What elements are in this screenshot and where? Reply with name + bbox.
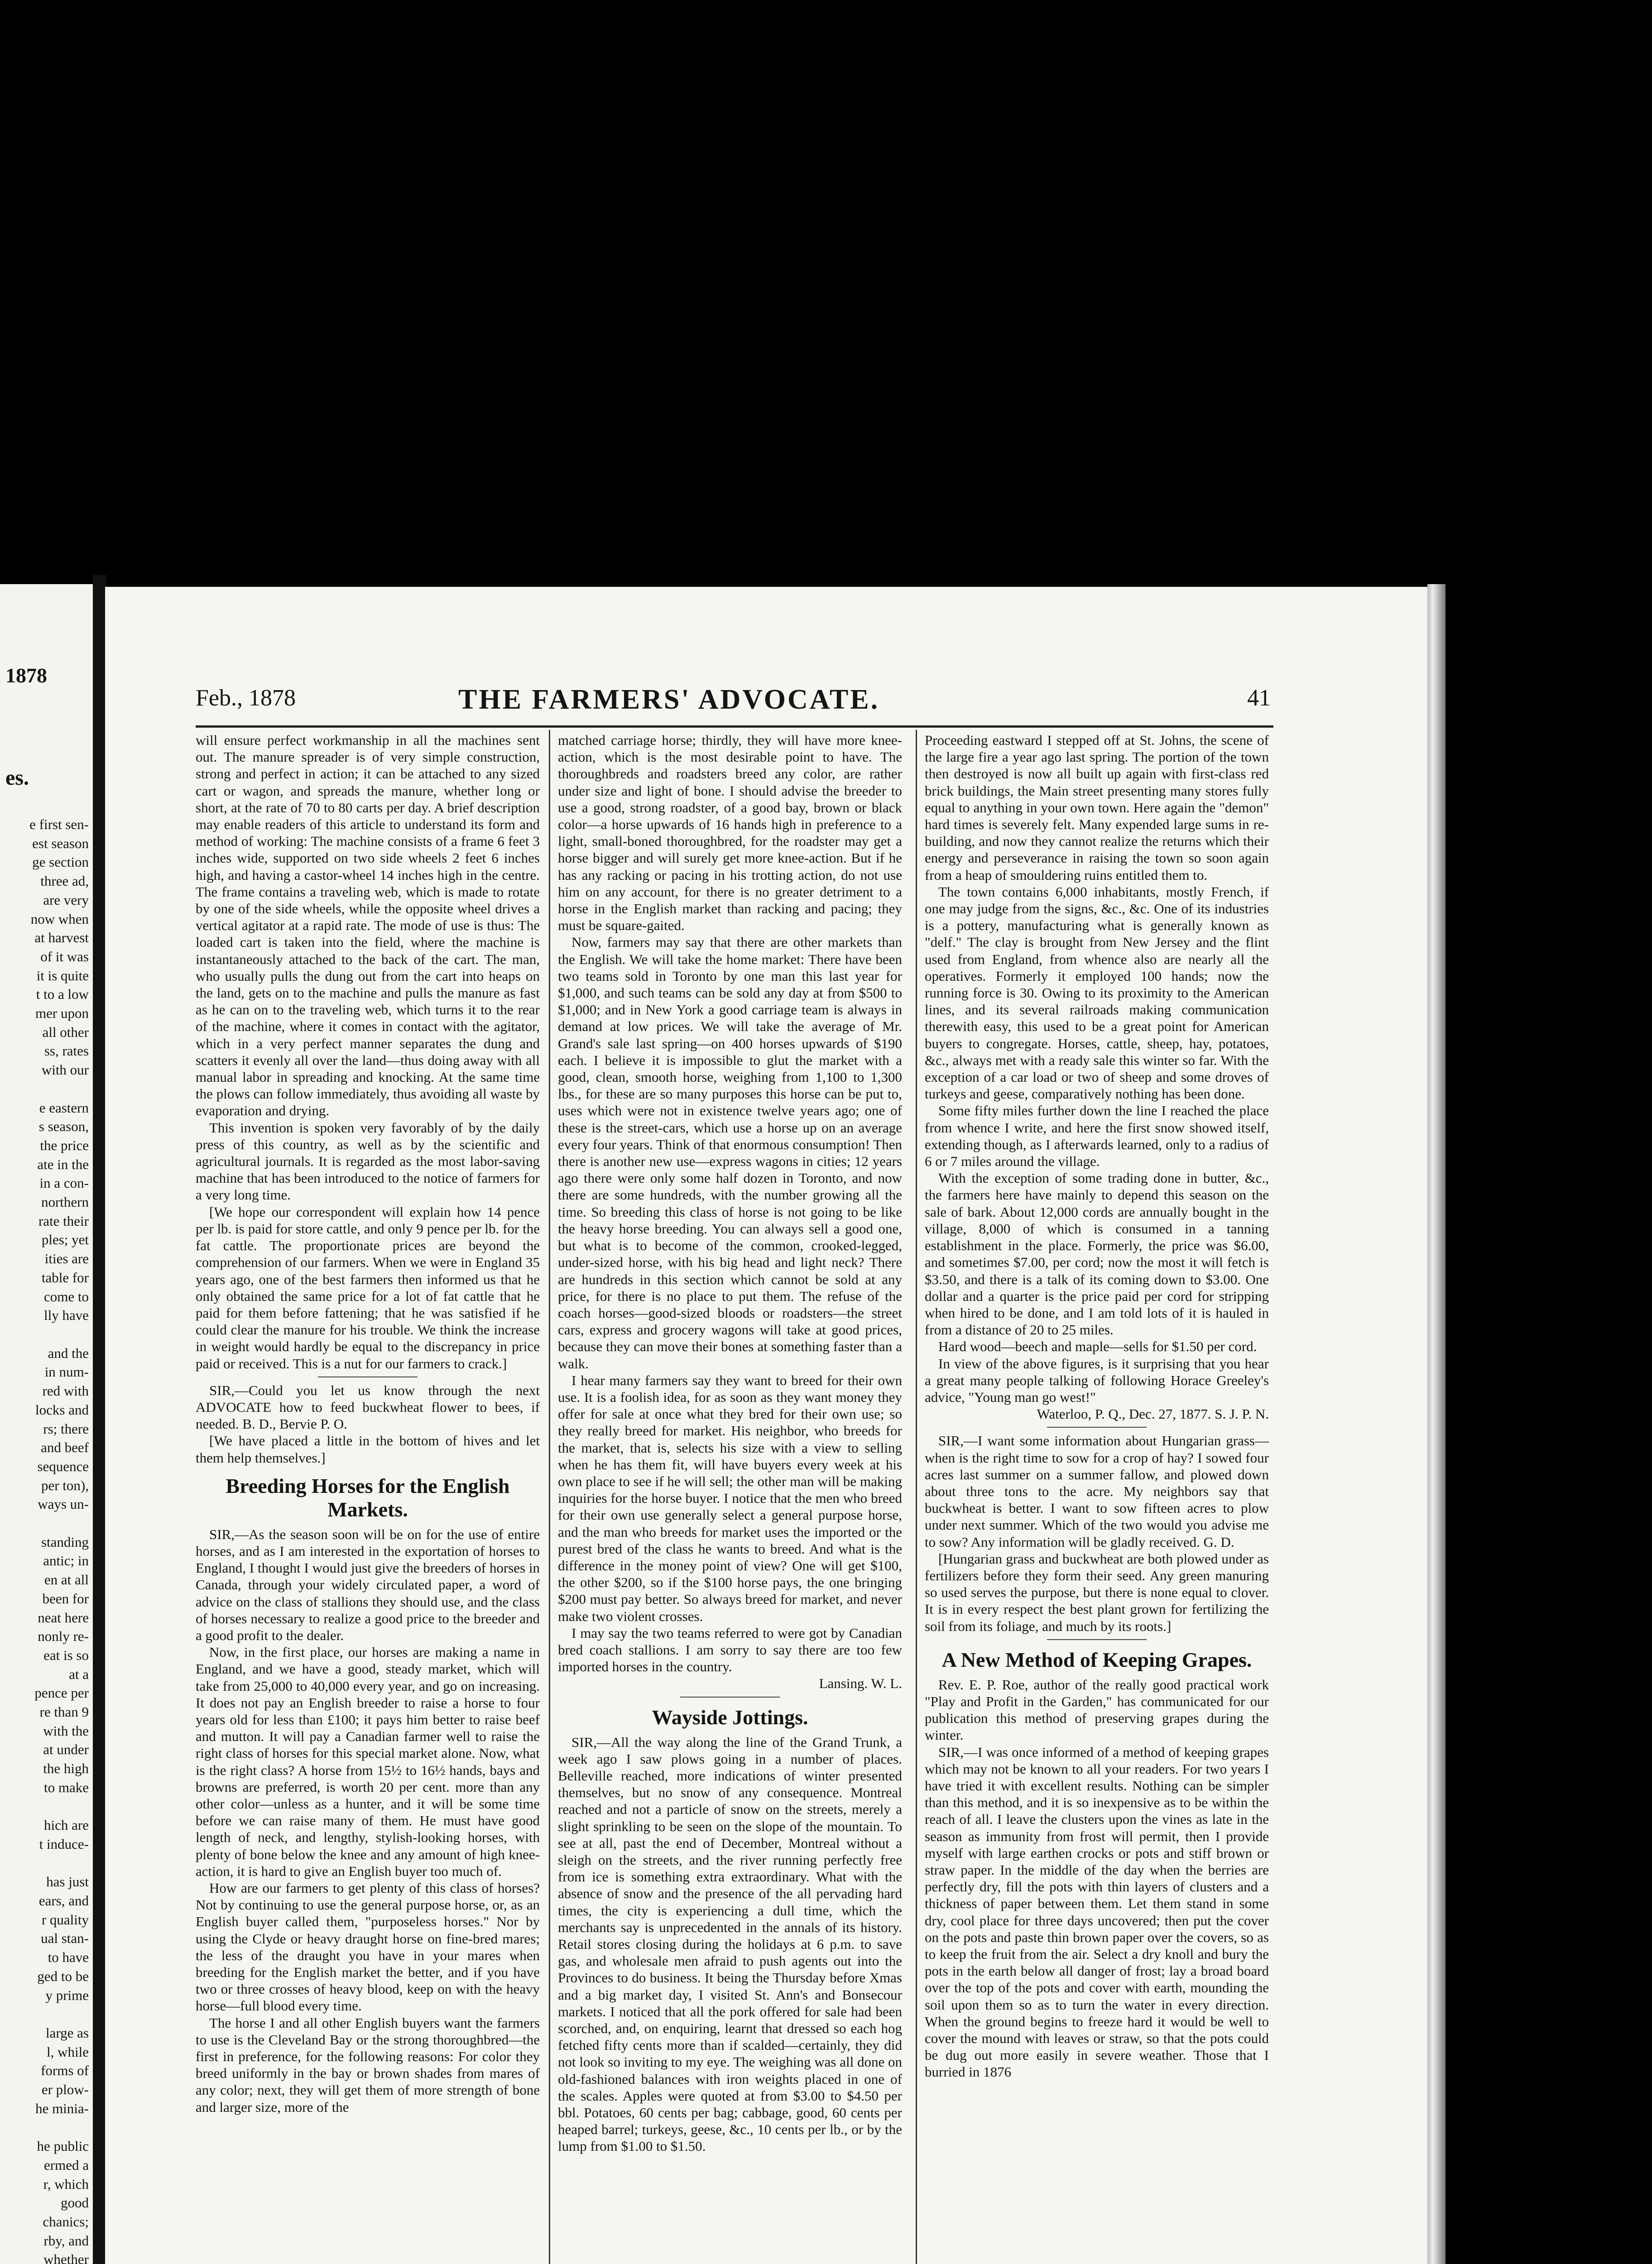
page-number: 41: [1247, 685, 1271, 711]
left-page-line: ss, rates: [44, 1043, 89, 1059]
left-page-line: antic; in: [43, 1553, 89, 1569]
paragraph: matched carriage horse; thirdly, they will have more knee-action, which is the most desirable point to have. The thoroughbreds and roadsters breed any color, are rather under size and light of bone. I should advise the breeder to use a good, strong roadster, of a good bay, brown or black color—a horse upwards of 16 hands high in preference to a light, small-boned thoroughbred, for the roadster may get a horse bigger and will surely get more knee-action. But if he has any racking or pacing in his trotting action, do not use him on any account, for there is no greater detriment to a horse in the English market than racking and pacing; they must be square-gaited.: [558, 732, 902, 934]
left-page-line: to have: [48, 1949, 89, 1966]
left-page-fragment: [0, 584, 91, 2264]
paragraph: Proceeding eastward I stepped off at St. Johns, the scene of the large fire a year ago last spring. The portion of the town then destroyed is now all built up again with first-class red brick buildings, the Main street presenting many stores fully equal to anything in your own town. Here again the "demon" hard times is severely felt. Many expended large sums in re-building, and now they cannot realize the returns which their energy and perseverance in raising the town so soon again from a heap of smouldering ruins entitled them to.: [925, 732, 1269, 883]
paragraph: will ensure perfect workmanship in all the machines sent out. The manure spreader is of very simple construction, strong and perfect in action; it can be attached to any sized cart or wagon, and spreads the manure, whether long or short, at the rate of 70 to 80 carts per day. A brief description may enable readers of this article to understand its form and method of working: The machine consists of a frame 6 feet 3 inches wide, supported on two side wheels 2 feet 6 inches high, and having a castor-wheel 14 inches high in the centre. The frame contains a traveling web, which is made to rotate by one of the side wheels, while the opposite wheel drives a vertical agitator at a rapid rate. The mode of use is thus: The loaded cart is taken into the field, where the machine is instantaneously attached to the back of the cart. The man, who usually pulls the dung out from the cart into heaps on the land, gets on to the machine and pulls the manure as fast as he can on to the traveling web, which turns it to the rear of the machine, where it comes in contact with the agitator, which in a very perfect manner separates the dung and scatters it evenly all over the land—thus doing away with all manual labor in spreading and knocking. At the same time the plows can follow immediately, thus avoiding all waste by evaporation and drying.: [196, 732, 540, 1119]
left-page-line: [0, 1797, 89, 1816]
article-headline: Breeding Horses for the English Markets.: [226, 1474, 510, 1521]
left-page-line: he minia-: [35, 2100, 89, 2116]
left-page-line: [0, 2118, 89, 2137]
left-page-line: y prime: [45, 1987, 89, 2003]
left-page-line: t induce-: [39, 1836, 89, 1852]
left-page-line: red with: [42, 1383, 89, 1399]
left-page-line: en at all: [44, 1572, 89, 1588]
left-page-line: large as: [46, 2025, 89, 2041]
paragraph: With the exception of some trading done in butter, &c., the farmers here have mainly to depend this season on the sale of bark. About 12,000 cords are annually bought in the village, 8,000 of which is consumed in a tanning establishment in the place. Formerly, the price was $6.00, and sometimes $7.00, per cord; now the most it will fetch is $3.50, and there is a talk of its coming down to $3.00. One dollar and a quarter is the price paid per cord for stripping when hired to be done, and I am told lots of it is hauled in from a distance of 20 to 25 miles.: [925, 1170, 1269, 1338]
editor-note: [Hungarian grass and buckwheat are both plowed under as fertilizers before they form their seed. Any green manuring so used serves the purpose, but there is none equal to clover. It is in every respect the best plant grown for fertilizing the soil from its foliage, and much by its roots.]: [925, 1550, 1269, 1634]
paragraph: SIR,—As the season soon will be on for the use of entire horses, and as I am interested in the exportation of horses to England, I thought I would just give the breeders of horses in Canada, through your widely circulated paper, a word of advice on the class of stallions they should use, and the class of horses necessary to realize a good price to the breeder and a good profit to the dealer.: [196, 1526, 540, 1643]
left-page-line: whether: [43, 2251, 89, 2264]
paragraph: Hard wood—beech and maple—sells for $1.50 per cord.: [938, 1338, 1257, 1355]
left-page-line: has just: [46, 1874, 89, 1890]
signature: Lansing. W. L.: [819, 1675, 902, 1692]
left-page-line: and beef: [41, 1439, 89, 1456]
masthead-title: THE FARMERS' ADVOCATE.: [458, 684, 880, 715]
header-rule: [196, 725, 1273, 728]
paragraph: I hear many farmers say they want to breed for their own use. It is a foolish idea, for as soon as they want money they offer for sale at once what they bred for their own use; so they really breed for market. His neighbor, who breeds for the market, that is, selects his size with a view to selling when he has them fit, will have buyers every week at his own place to see if he will sell; the other man will be making inquiries for the horse buyer. I notice that the men who breed for their own use generally select a general purpose horse, and the man who breeds for market uses the imported or the purest bred of the class he wants to breed. And what is the difference in the money point of view? One will get $100, the other $200, so if the $100 horse pays, the one bringing $200 must pay better. So always breed for market, and never make two violent crosses.: [558, 1372, 902, 1624]
left-page-year: 1878: [5, 664, 47, 687]
paragraph: Now, farmers may say that there are other markets than the English. We will take the home market: There have been two teams sold in Toronto by one man this last year for $1,000, and such teams can be sold any day at from $500 to $1,000; and in New York a good carriage team is always in demand at low prices. We will take the average of Mr. Grand's sale last spring—on 400 horses upwards of $190 each. I believe it is impossible to glut the market with a good, clean, smooth horse, weighing from 1,100 to 1,300 lbs., for these are so many purposes this horse can be put to, uses which were not in existence twelve years ago; one of these is the street-cars, which use a horse up on an average every four years. Think of that enormous consumption! Then there is another new use—express wagons in cities; 12 years ago there were only some half dozen in Toronto, and now there are some hundreds, with the number growing all the time. So breeding this class of horse is not going to be like the heavy horse breeding. You can always sell a good one, but what is to become of the common, crooked-legged, under-sized horse, with his big head and light neck? There are hundreds in this section which cannot be sold at any price, for there is no place to put them. The refuse of the coach horses—good-sized bloods or roadsters—the street cars, express and grocery wagons will take at good prices, because they can move their bones at something faster than a walk.: [558, 934, 902, 1372]
paragraph: SIR,—I was once informed of a method of keeping grapes which may not be known to all your readers. For two years I have tried it with excellent results. Nothing can be simpler than this method, and it is so inexpensive as to be within the reach of all. I leave the clusters upon the vines as late in the season as immunity from frost will permit, then I provide myself with large earthen crocks or pots and stiff brown or straw paper. In the middle of the day when the berries are perfectly dry, fill the pots with thin layers of clusters and a thickness of paper between them. Let them stand in some dry, cool place for three days uncovered; then put the cover on the pots and paste thin brown paper over the covers, so as to keep the fruit from the air. Select a dry knoll and bury the pots in the earth below all danger of frost; lay a broad board over the top of the pots and cover with earth, mounding the soil upon them so as to turn the water in every direction. When the ground begins to freeze hard it would be well to cover the mound with leaves or straw, so that the pots could be dug out more easily in severe weather. Those that I burried in 1876: [925, 1744, 1269, 2080]
paragraph: SIR,—All the way along the line of the Grand Trunk, a week ago I saw plows going in a number of places. Belleville reached, more indications of winter presented themselves, but no snow of any consequence. Montreal reached and not a particle of snow on the streets, merely a slight sprinkling to be seen on the slope of the mountain. To see at all, past the end of December, Montreal without a sleigh on the streets, and the river running perfectly free from ice is something extra extraordinary. What with the absence of snow and the presence of the all pervading hard times, the city is experiencing a dull time, which the merchants say is unprecedented in the annals of its history. Retail stores closing during the holidays at 6 p.m. to save gas, and wholesale men afraid to push agents out into the Provinces to do business. It being the Thursday before Xmas and a big market day, I visited St. Ann's and Bonsecour markets. I noticed that all the pork offered for sale had been scorched, and, on enquiring, learnt that dressed so each hog fetched fifty cents more than if scalded—certainly, they did not look so inviting to my eye. The weighing was all done on old-fashioned balances with iron weights placed in one of the scales. Apples were quoted at from $3.00 to $4.50 per bbl. Potatoes, 60 cents per bag; cabbage, good, 60 cents per heaped barrel; turkeys, geese, &c., 10 cents per lb., or by the lump from $1.00 to $1.50.: [558, 1734, 902, 2154]
left-page-line: in num-: [44, 1364, 89, 1380]
left-page-line: three ad,: [40, 873, 89, 889]
left-page-heading-fragment: es.: [5, 766, 29, 790]
newspaper-page: [105, 587, 1427, 2264]
article-headline: A New Method of Keeping Grapes.: [941, 1648, 1252, 1671]
left-page-line: come to: [44, 1288, 89, 1305]
left-page-line: re than 9: [39, 1704, 89, 1720]
letter: SIR,—Could you let us know through the next ADVOCATE how to feed buckwheat flower to bees, if needed. B. D., Bervie P. O.: [196, 1382, 540, 1432]
issue-date: Feb., 1878: [196, 685, 296, 711]
paragraph: This invention is spoken very favorably of by the daily press of this country, as well as by the scientific and agricultural journals. It is regarded as the most labor-saving machine that has been introduced to the notice of farmers for a very long time.: [196, 1119, 540, 1203]
left-page-line: er plow-: [41, 2082, 89, 2098]
left-page-line: eat is so: [43, 1647, 89, 1663]
left-page-text-fragments: [0, 815, 89, 2264]
left-page-line: s season,: [38, 1118, 89, 1135]
left-page-line: neat here: [38, 1609, 89, 1626]
left-page-line: nonly re-: [38, 1628, 89, 1645]
left-page-line: pence per: [34, 1685, 89, 1701]
left-page-line: with the: [43, 1722, 89, 1739]
left-page-line: [0, 1079, 89, 1098]
left-page-line: hich are: [44, 1817, 89, 1833]
left-page-line: lly have: [44, 1307, 89, 1324]
article-headline: Wayside Jottings.: [652, 1705, 808, 1729]
left-page-line: been for: [42, 1590, 89, 1607]
left-page-line: e eastern: [39, 1099, 89, 1116]
left-page-line: at under: [43, 1741, 89, 1758]
left-page-line: in a con-: [39, 1175, 89, 1191]
separator: [1047, 1639, 1147, 1640]
paragraph: In view of the above figures, is it surprising that you hear a great many people talking of following Horace Greeley's advice, "Young man go west!": [925, 1355, 1269, 1405]
left-page-line: of it was: [40, 948, 89, 964]
left-page-line: rate their: [38, 1213, 89, 1229]
separator: [1047, 1427, 1147, 1428]
paragraph: Some fifty miles further down the line I reached the place from whence I write, and here the first snow showed itself, extending though, as I afterwards learned, only to a radius of 6 or 7 miles around the village.: [925, 1103, 1269, 1170]
left-page-line: sequence: [37, 1458, 89, 1474]
left-page-line: northern: [41, 1194, 89, 1210]
left-page-line: and the: [48, 1345, 89, 1361]
separator: [680, 1697, 780, 1698]
left-page-line: with our: [41, 1062, 89, 1078]
paragraph: Rev. E. P. Roe, author of the really good practical work "Play and Profit in the Garden," has communicated for our publication this method of preserving grapes during the winter.: [925, 1676, 1269, 1743]
paragraph: I may say the two teams referred to were got by Canadian bred coach stallions. I am sorry to say there are too few imported horses in the country.: [558, 1625, 902, 1675]
left-page-line: ate in the: [37, 1156, 89, 1172]
page-edge: [1427, 584, 1446, 2264]
left-page-line: now when: [30, 911, 89, 927]
left-page-line: ples; yet: [41, 1232, 89, 1248]
left-page-line: forms of: [41, 2063, 89, 2079]
left-page-line: ged to be: [37, 1968, 89, 1984]
left-page-line: table for: [41, 1269, 89, 1285]
left-page-line: per ton),: [41, 1477, 89, 1493]
left-page-line: est season: [32, 835, 89, 851]
paragraph: Now, in the first place, our horses are making a name in England, and we have a good, steady market, which will take from 25,000 to 40,000 every year, and go on increasing. It does not pay an English breeder to raise a horse to four years old for less than £100; it pays him better to raise beef and mutton. It will pay a Canadian farmer well to raise the right class of horses for this special market alone. Now, what is the right class? A horse from 15½ to 16½ hands, bays and browns are preferred, is worth 20 per cent. more than any other color—unless as a hunter, and it will be some time before we can raise many of them. He must have good length of neck, and lengthy, stylish-looking horses, with plenty of bone below the knee and any amount of high knee-action, it is hard to give an English buyer too much of.: [196, 1644, 540, 1879]
paragraph: How are our farmers to get plenty of this class of horses? Not by continuing to use the general purpose horse, or, as an English buyer called them, "purposeless horses." Nor by using the Clyde or heavy draught horse on fine-bred mares; the less of the draught you have in your mares when breeding for the English market the better, and if you have two or three crosses of heavy blood, keep on with the heavy horse—full blood every time.: [196, 1880, 540, 2014]
left-page-line: he public: [37, 2138, 89, 2154]
left-page-line: [0, 1854, 89, 1873]
left-page-line: at a: [69, 1666, 89, 1682]
column-1: [196, 732, 540, 2115]
left-page-line: r, which: [43, 2176, 89, 2192]
left-page-line: locks and: [35, 1401, 89, 1418]
left-page-line: at harvest: [34, 930, 89, 946]
left-page-line: rby, and: [43, 2232, 89, 2249]
editor-note: [We have placed a little in the bottom of hives and let them help themselves.]: [196, 1433, 540, 1466]
letter: SIR,—I want some information about Hungarian grass—when is the right time to sow for a crop of hay? I sowed four acres last summer on a summer fallow, and plowed down about three tons to the acre. My neighbors say that buckwheat is better. I want to sow fifteen acres to plow under next summer. Which of the two would you advise me to sow? Any information will be gladly received. G. D.: [925, 1433, 1269, 1550]
left-page-line: rs; there: [43, 1420, 89, 1437]
left-page-line: t to a low: [36, 986, 89, 1002]
left-page-line: ual stan-: [41, 1930, 89, 1947]
left-page-line: are very: [43, 892, 89, 908]
column-divider: [549, 730, 550, 2264]
column-3: [925, 732, 1269, 2081]
paragraph: The town contains 6,000 inhabitants, mostly French, if one may judge from the signs, &c., &c. One of its industries is a pottery, manufacturing what is generally known as "delf." The clay is brought from New Jersey and the flint used from England, from whence also are nearly all the operatives. Formerly it employed 100 hands; now the running force is 30. Owing to its proximity to the American lines, and its several railroads making communication therewith easy, this used to be a great point for American buyers to congregate. Horses, cattle, sheep, hay, potatoes, &c., always met with a ready sale this winter so far. With the exception of a car load or two of sheep and some droves of turkeys and geese, comparatively nothing has been done.: [925, 883, 1269, 1102]
left-page-line: standing: [41, 1534, 89, 1550]
signature: Waterloo, P. Q., Dec. 27, 1877. S. J. P. N.: [1037, 1406, 1269, 1422]
book-gutter: [93, 575, 106, 2264]
editor-note: [We hope our correspondent will explain how 14 pence per lb. is paid for store cattle, and only 9 pence per lb. for the fat cattle. The proportionate prices are beyond the comprehension of our farmers. When we were in England 35 years ago, one of the best farmers then informed us that he only obtained the same price for a lot of fat cattle that he paid for them before fattening; that he was satisfied if he could clear the manure for his trouble. We think the increase in weight would hardly be equal to the discrepancy in price paid or received. This is a nut for our farmers to crack.]: [196, 1204, 540, 1372]
left-page-line: [0, 1325, 89, 1344]
left-page-line: the price: [40, 1137, 89, 1153]
left-page-line: good: [61, 2195, 89, 2211]
left-page-line: ge section: [32, 854, 89, 870]
left-page-line: [0, 2005, 89, 2024]
left-page-line: it is quite: [36, 967, 89, 983]
left-page-line: ears, and: [38, 1893, 89, 1909]
left-page-line: ermed a: [44, 2157, 89, 2173]
paragraph: The horse I and all other English buyers want the farmers to use is the Cleveland Bay or the strong thoroughbred—the first in preference, for the following reasons: For color they breed uniformly in the bay or brown shades from mares of any color; next, they will get them of more strength of bone and larger size, more of the: [196, 2015, 540, 2115]
left-page-line: the high: [43, 1760, 89, 1777]
left-page-line: all other: [42, 1024, 89, 1040]
left-page-line: to make: [44, 1779, 89, 1795]
column-2: [558, 732, 902, 2155]
left-page-line: ities are: [44, 1251, 89, 1267]
left-page-line: e first sen-: [29, 816, 89, 832]
left-page-line: ways un-: [38, 1496, 89, 1512]
column-divider: [916, 730, 917, 2264]
left-page-line: l, while: [47, 2043, 89, 2060]
left-page-line: chanics;: [43, 2214, 89, 2230]
left-page-line: r quality: [41, 1911, 89, 1928]
left-page-line: mer upon: [35, 1005, 89, 1022]
left-page-line: [0, 1514, 89, 1533]
